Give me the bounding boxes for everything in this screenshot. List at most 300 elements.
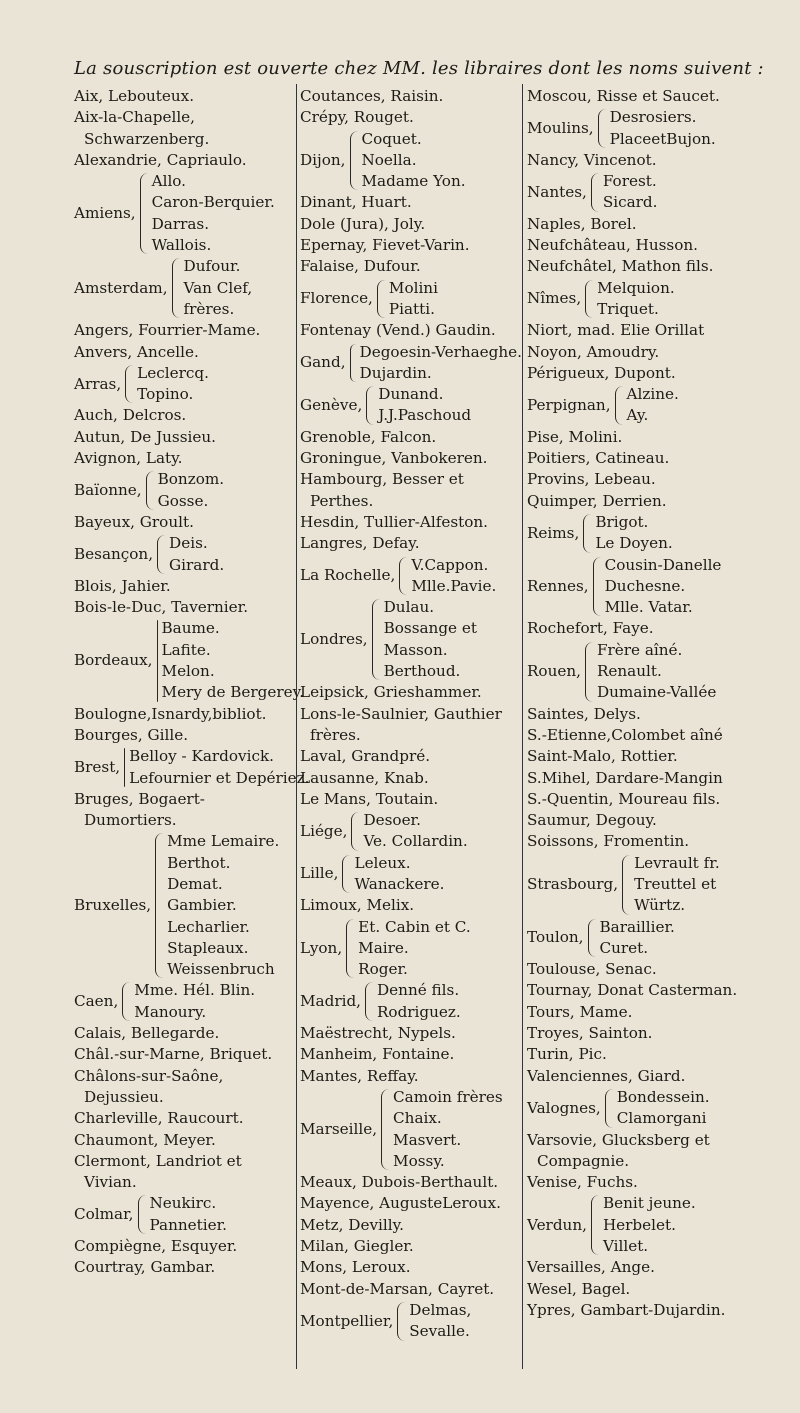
bookseller-names xyxy=(595,512,672,555)
bookseller-name: Baraillier. xyxy=(599,917,675,936)
bookseller-name: Gambier. xyxy=(167,896,237,915)
bookseller-name: Mme. Hél. Blin. xyxy=(134,981,256,1000)
bookseller-names xyxy=(617,1087,710,1130)
bookseller-entry-group xyxy=(527,384,772,427)
city-name: Lille, xyxy=(300,864,339,883)
bookseller-entry-group xyxy=(527,1193,772,1257)
bookseller-names xyxy=(152,171,275,256)
bookseller-entry-group xyxy=(527,853,772,917)
brace-mark xyxy=(381,1089,389,1170)
bookseller-entry-group xyxy=(300,980,522,1023)
bookseller-entry: Meaux, Dubois-Berthault. xyxy=(300,1173,499,1192)
city-name: Verdun, xyxy=(527,1215,587,1234)
bookseller-entry: Naples, Borel. xyxy=(527,214,637,233)
brace-mark xyxy=(588,919,596,958)
bookseller-entry: Aix, Lebouteux. xyxy=(74,87,195,105)
bookseller-name: Gosse. xyxy=(157,491,209,510)
bookseller-entry: Niort, mad. Elie Orillat xyxy=(527,321,705,340)
bookseller-name: Mlle. Vatar. xyxy=(604,598,693,617)
bookseller-name: Madame Yon. xyxy=(361,172,466,191)
bookseller-name: Bonzom. xyxy=(157,470,225,489)
bookseller-entry-group xyxy=(527,640,772,704)
bookseller-name: Duchesne. xyxy=(604,576,686,595)
bookseller-entry: Clermont, Landriot et Vivian. xyxy=(74,1151,242,1192)
city-name: La Rochelle, xyxy=(300,566,396,585)
bookseller-entry: Wesel, Bagel. xyxy=(527,1279,631,1298)
bookseller-entry: Bourges, Gille. xyxy=(74,725,189,744)
brace-mark xyxy=(593,557,601,617)
bookseller-name: Mery de Bergerey. xyxy=(161,683,305,702)
brace-mark xyxy=(591,173,599,212)
bookseller-name: Cousin-Danelle xyxy=(604,555,722,574)
bookseller-name: Dunand. xyxy=(378,385,444,404)
bookseller-names xyxy=(384,597,477,682)
bookseller-name: Ve. Collardin. xyxy=(363,832,468,851)
bookseller-name: frères. xyxy=(183,299,235,318)
bookseller-name: Le Doyen. xyxy=(595,534,673,553)
bookseller-entry: Milan, Giegler. xyxy=(300,1237,414,1256)
bookseller-name: Baume. xyxy=(161,619,220,638)
bookseller-entry-group xyxy=(74,533,296,576)
bookseller-entry: Manheim, Fontaine. xyxy=(300,1045,455,1064)
bookseller-entry: Nancy, Vincenot. xyxy=(527,150,657,169)
bookseller-entry: Charleville, Raucourt. xyxy=(74,1109,244,1128)
bookseller-entry-group xyxy=(300,1087,522,1172)
bookseller-entry: Avignon, Laty. xyxy=(74,449,183,468)
bookseller-entry: Versailles, Ange. xyxy=(527,1258,655,1277)
city-name: Londres, xyxy=(300,630,368,649)
brace-mark xyxy=(122,982,130,1021)
bookseller-entry-group xyxy=(74,618,305,703)
bookseller-name: Desrosiers. xyxy=(609,108,697,127)
bookseller-name: Caron-Berquier. xyxy=(151,193,275,212)
bookseller-column-3 xyxy=(527,86,772,1321)
bookseller-entry-group xyxy=(527,107,772,150)
bookseller-entry-group xyxy=(527,917,772,960)
brace-mark xyxy=(585,280,593,319)
bookseller-name: Brigot. xyxy=(595,512,649,531)
bookseller-entry: S.-Etienne,Colombet aîné xyxy=(527,725,723,744)
bookseller-name: Neukirc. xyxy=(149,1194,217,1213)
bookseller-name: Sicard. xyxy=(602,193,658,212)
bookseller-entry: Mons, Leroux. xyxy=(300,1258,411,1277)
bookseller-name: Demat. xyxy=(167,874,223,893)
bookseller-name: Lecharlier. xyxy=(167,917,250,936)
brace-mark xyxy=(146,471,154,510)
bookseller-entry: Calais, Bellegarde. xyxy=(74,1024,220,1043)
bookseller-entry: Courtray, Gambar. xyxy=(74,1258,216,1277)
bookseller-entry: Ypres, Gambart-Dujardin. xyxy=(527,1300,726,1319)
bookseller-entry-group xyxy=(300,384,522,427)
bookseller-names xyxy=(597,640,716,704)
bookseller-entry: Coutances, Raisin. xyxy=(300,87,444,105)
city-name: Valognes, xyxy=(527,1098,601,1117)
bookseller-name: Bondessein. xyxy=(616,1087,710,1106)
bookseller-names xyxy=(363,810,467,853)
bookseller-entry-group xyxy=(74,469,296,512)
bookseller-entry: Tours, Mame. xyxy=(527,1002,633,1021)
bookseller-entry: S.Mihel, Dardare-Mangin xyxy=(527,768,723,787)
bookseller-name: Berthot. xyxy=(167,853,231,872)
bookseller-entry-group xyxy=(74,746,310,789)
bookseller-name: Desoer. xyxy=(363,811,421,830)
bookseller-entry-group xyxy=(527,171,772,214)
bookseller-name: Denné fils. xyxy=(377,981,460,1000)
bookseller-entry: Mantes, Reffay. xyxy=(300,1066,419,1085)
bookseller-names xyxy=(162,618,305,703)
bookseller-entry: Langres, Defay. xyxy=(300,534,420,553)
bookseller-names xyxy=(134,980,255,1023)
bookseller-entry-group xyxy=(300,810,522,853)
bookseller-name: Degoesin-Verhaeghe. xyxy=(359,342,522,361)
bookseller-entry: Saintes, Delys. xyxy=(527,704,641,723)
bookseller-name: Molini xyxy=(388,278,438,297)
city-name: Madrid, xyxy=(300,992,361,1011)
bookseller-entry: Valenciennes, Giard. xyxy=(527,1066,686,1085)
bookseller-entry: Soissons, Fromentin. xyxy=(527,832,690,851)
bookseller-name: Dujardin. xyxy=(359,363,432,382)
bookseller-entry-group xyxy=(300,342,522,385)
city-name: Colmar, xyxy=(74,1205,134,1224)
bookseller-names xyxy=(362,129,466,193)
bookseller-name: Alzine. xyxy=(626,385,679,404)
bookseller-names xyxy=(378,384,471,427)
bookseller-entry-group xyxy=(300,129,522,193)
bookseller-entry: Dole (Jura), Joly. xyxy=(300,214,426,233)
brace-mark xyxy=(124,748,125,787)
bookseller-entry: Lausanne, Knab. xyxy=(300,768,429,787)
brace-mark xyxy=(591,1195,599,1255)
bookseller-names xyxy=(411,555,496,598)
bookseller-name: Renault. xyxy=(596,662,662,681)
bookseller-name: Deis. xyxy=(169,534,208,553)
bookseller-name: Forest. xyxy=(602,172,657,191)
bookseller-entry: Poitiers, Catineau. xyxy=(527,449,670,468)
bookseller-names xyxy=(597,278,675,321)
bookseller-entry: Tournay, Donat Casterman. xyxy=(527,981,738,1000)
city-name: Toulon, xyxy=(527,928,584,947)
bookseller-name: Frère aîné. xyxy=(596,640,683,659)
bookseller-name: Manoury. xyxy=(134,1002,207,1021)
bookseller-names xyxy=(600,917,675,960)
bookseller-name: Noella. xyxy=(361,150,417,169)
bookseller-name: Villet. xyxy=(602,1237,649,1256)
bookseller-name: Wanackere. xyxy=(354,874,445,893)
bookseller-name: Melon. xyxy=(161,662,215,681)
bookseller-name: Mme Lemaire. xyxy=(167,832,280,851)
bookseller-entry-group xyxy=(300,597,522,682)
bookseller-entry: Metz, Devilly. xyxy=(300,1215,405,1234)
bookseller-entry: S.-Quentin, Moureau fils. xyxy=(527,789,721,808)
city-name: Rouen, xyxy=(527,662,581,681)
city-name: Bordeaux, xyxy=(74,651,153,670)
bookseller-entry-group xyxy=(74,171,296,256)
bookseller-name: Sevalle. xyxy=(409,1322,470,1341)
bookseller-entry: Angers, Fourrier-Mame. xyxy=(74,321,261,340)
bookseller-names xyxy=(169,533,224,576)
bookseller-column-2 xyxy=(300,86,522,1343)
bookseller-name: Clamorgani xyxy=(616,1109,707,1128)
bookseller-entry: Alexandrie, Capriaulo. xyxy=(74,150,247,169)
brace-mark xyxy=(622,855,630,915)
brace-mark xyxy=(351,812,359,851)
bookseller-names xyxy=(129,746,309,789)
bookseller-entry: Saumur, Degouy. xyxy=(527,811,657,830)
city-name: Perpignan, xyxy=(527,395,611,414)
bookseller-names xyxy=(158,469,224,512)
bookseller-entry: Grenoble, Falcon. xyxy=(300,427,437,446)
bookseller-name: Dufour. xyxy=(183,257,241,276)
brace-mark xyxy=(598,109,606,148)
bookseller-name: Würtz. xyxy=(634,896,686,915)
bookseller-names xyxy=(137,363,209,406)
brace-mark xyxy=(350,344,356,383)
bookseller-entry-group xyxy=(74,980,296,1023)
bookseller-entry-group xyxy=(300,853,522,896)
bookseller-entry: Fontenay (Vend.) Gaudin. xyxy=(300,321,496,340)
city-name: Brest, xyxy=(74,757,121,776)
brace-mark xyxy=(157,535,165,574)
brace-mark xyxy=(140,173,148,254)
bookseller-name: Masvert. xyxy=(393,1130,462,1149)
bookseller-entry: Compiègne, Esquyer. xyxy=(74,1237,238,1256)
bookseller-entry: Le Mans, Toutain. xyxy=(300,789,439,808)
bookseller-entry: Mayence, AugusteLeroux. xyxy=(300,1194,501,1213)
bookseller-entry: Moscou, Risse et Saucet. xyxy=(527,87,720,105)
city-name: Gand, xyxy=(300,353,346,372)
bookseller-names xyxy=(360,342,522,385)
bookseller-entry: Mont-de-Marsan, Cayret. xyxy=(300,1279,495,1298)
bookseller-name: V.Cappon. xyxy=(411,555,489,574)
bookseller-name: Mossy. xyxy=(393,1151,445,1170)
bookseller-name: Maire. xyxy=(358,938,409,957)
bookseller-names xyxy=(627,384,679,427)
bookseller-entry: Neufchâtel, Mathon fils. xyxy=(527,257,714,276)
bookseller-entry: Noyon, Amoudry. xyxy=(527,342,660,361)
city-name: Strasbourg, xyxy=(527,874,619,893)
bookseller-entry: Maëstrecht, Nypels. xyxy=(300,1024,456,1043)
bookseller-name: Melquion. xyxy=(597,278,675,297)
city-name: Nantes, xyxy=(527,182,587,201)
city-name: Bruxelles, xyxy=(74,896,152,915)
bookseller-entry: Neufchâteau, Husson. xyxy=(527,236,698,255)
bookseller-entry: Venise, Fuchs. xyxy=(527,1173,638,1192)
bookseller-entry: Rochefort, Faye. xyxy=(527,619,654,638)
bookseller-entry: Saint-Malo, Rottier. xyxy=(527,747,678,766)
bookseller-entry-group xyxy=(300,278,522,321)
city-name: Dijon, xyxy=(300,150,346,169)
bookseller-entry-group xyxy=(527,278,772,321)
bookseller-names xyxy=(610,107,716,150)
bookseller-entry-group xyxy=(527,555,772,619)
bookseller-name: Curet. xyxy=(599,938,649,957)
bookseller-entry: Limoux, Melix. xyxy=(300,896,415,915)
bookseller-entry-group xyxy=(300,1300,522,1343)
bookseller-entry: Varsovie, Glucksberg et Compagnie. xyxy=(527,1130,710,1170)
bookseller-names xyxy=(358,917,471,981)
city-name: Amiens, xyxy=(74,204,136,223)
bookseller-entry: Auch, Delcros. xyxy=(74,406,187,425)
bookseller-entry-group xyxy=(74,1193,296,1236)
bookseller-entry-group xyxy=(527,1087,772,1130)
column-rule-1 xyxy=(296,84,297,1369)
bookseller-entry: Châlons-sur-Saône, Dejussieu. xyxy=(74,1066,224,1106)
bookseller-name: Roger. xyxy=(358,960,408,979)
city-name: Florence, xyxy=(300,289,373,308)
city-name: Lyon, xyxy=(300,938,343,957)
bookseller-entry: Bayeux, Groult. xyxy=(74,512,194,531)
bookseller-entry: Quimper, Derrien. xyxy=(527,491,667,510)
bookseller-name: Wallois. xyxy=(151,236,212,255)
city-name: Besançon, xyxy=(74,544,154,563)
brace-mark xyxy=(172,258,180,318)
brace-mark xyxy=(365,982,373,1021)
bookseller-name: Levrault fr. xyxy=(634,853,720,872)
bookseller-names xyxy=(354,853,444,896)
city-name: Rennes, xyxy=(527,576,589,595)
bookseller-entry: Turin, Pic. xyxy=(527,1045,607,1064)
bookseller-name: Ay. xyxy=(626,406,649,425)
city-name: Baïonne, xyxy=(74,480,142,499)
brace-mark xyxy=(342,855,350,894)
bookseller-entry: Dinant, Huart. xyxy=(300,193,412,212)
bookseller-names xyxy=(603,1193,696,1257)
bookseller-entry-group xyxy=(74,831,296,980)
city-name: Amsterdam, xyxy=(74,278,168,297)
bookseller-entry: Hesdin, Tullier-Alfeston. xyxy=(300,512,488,531)
bookseller-name: Dumaine-Vallée xyxy=(596,683,717,702)
bookseller-entry: Hambourg, Besser et Perthes. xyxy=(300,470,464,510)
bookseller-names xyxy=(605,555,722,619)
city-name: Liége, xyxy=(300,821,348,840)
bookseller-names xyxy=(150,1193,228,1236)
brace-mark xyxy=(366,386,374,425)
bookseller-entry: Leipsick, Grieshammer. xyxy=(300,683,482,702)
bookseller-name: Piatti. xyxy=(388,299,435,318)
bookseller-name: Leclercq. xyxy=(137,363,209,382)
bookseller-name: J.J.Paschoud xyxy=(378,406,472,425)
bookseller-name: Masson. xyxy=(383,640,448,659)
bookseller-name: Treuttel et xyxy=(634,874,717,893)
bookseller-names xyxy=(409,1300,471,1343)
bookseller-name: Van Clef, xyxy=(183,278,253,297)
bookseller-name: Belloy - Kardovick. xyxy=(129,747,275,766)
brace-mark xyxy=(583,514,591,553)
brace-mark xyxy=(372,599,380,680)
bookseller-names xyxy=(393,1087,503,1172)
bookseller-entry: Aix-la-Chapelle, Schwarzenberg. xyxy=(74,108,210,148)
bookseller-entry: Pise, Molini. xyxy=(527,427,623,446)
bookseller-names xyxy=(377,980,461,1023)
city-name: Nîmes, xyxy=(527,289,582,308)
bookseller-entry-group xyxy=(300,917,522,981)
bookseller-name: Topino. xyxy=(137,385,194,404)
bookseller-entry-group xyxy=(74,256,296,320)
bookseller-entry: Provins, Lebeau. xyxy=(527,470,656,489)
bookseller-name: Mlle.Pavie. xyxy=(411,576,497,595)
brace-mark xyxy=(399,557,407,596)
bookseller-names xyxy=(603,171,658,214)
bookseller-names xyxy=(184,256,253,320)
bookseller-name: PlaceetBujon. xyxy=(609,129,716,148)
bookseller-entry: Lons-le-Saulnier, Gauthier frères. xyxy=(300,704,502,744)
bookseller-entry: Bois-le-Duc, Tavernier. xyxy=(74,598,249,617)
bookseller-entry: Chaumont, Meyer. xyxy=(74,1130,216,1149)
brace-mark xyxy=(155,833,163,978)
bookseller-entry: Anvers, Ancelle. xyxy=(74,342,199,361)
bookseller-name: Girard. xyxy=(169,555,225,574)
bookseller-name: Stapleaux. xyxy=(167,938,249,957)
bookseller-name: Benit jeune. xyxy=(602,1194,696,1213)
bookseller-name: Herbelet. xyxy=(602,1215,676,1234)
city-name: Marseille, xyxy=(300,1119,378,1138)
bookseller-entry: Bruges, Bogaert-Dumortiers. xyxy=(74,789,205,830)
bookseller-names xyxy=(634,853,720,917)
bookseller-column-1 xyxy=(74,86,310,1279)
bookseller-entry-group xyxy=(74,363,296,406)
city-name: Arras, xyxy=(74,374,122,393)
bookseller-name: Coquet. xyxy=(361,129,422,148)
brace-mark xyxy=(157,620,158,701)
bookseller-entry-group xyxy=(300,555,522,598)
bookseller-name: Darras. xyxy=(151,214,210,233)
city-name: Moulins, xyxy=(527,118,594,137)
bookseller-name: Delmas, xyxy=(409,1300,472,1319)
bookseller-entry: Autun, De Jussieu. xyxy=(74,427,216,446)
bookseller-entry: Crépy, Rouget. xyxy=(300,108,414,127)
bookseller-name: Camoin frères xyxy=(393,1087,503,1106)
bookseller-entry: Groningue, Vanbokeren. xyxy=(300,449,488,468)
bookseller-names xyxy=(389,278,438,321)
brace-mark xyxy=(350,131,358,191)
bookseller-name: Triquet. xyxy=(597,299,659,318)
bookseller-name: Lefournier et Depériez. xyxy=(129,768,310,787)
city-name: Caen, xyxy=(74,992,119,1011)
bookseller-entry: Toulouse, Senac. xyxy=(527,960,657,979)
bookseller-name: Dulau. xyxy=(383,598,435,617)
brace-mark xyxy=(615,386,623,425)
bookseller-entry: Boulogne,Isnardy,bibliot. xyxy=(74,704,267,723)
bookseller-entry: Châl.-sur-Marne, Briquet. xyxy=(74,1045,273,1064)
bookseller-name: Chaix. xyxy=(393,1109,442,1128)
brace-mark xyxy=(346,919,354,979)
brace-mark xyxy=(138,1195,146,1234)
bookseller-name: Allo. xyxy=(151,172,187,191)
bookseller-name: Lafite. xyxy=(161,640,211,659)
bookseller-entry-group xyxy=(527,512,772,555)
city-name: Reims, xyxy=(527,523,580,542)
bookseller-entry: Falaise, Dufour. xyxy=(300,257,421,276)
city-name: Genève, xyxy=(300,395,363,414)
bookseller-name: Pannetier. xyxy=(149,1215,228,1234)
bookseller-entry: Laval, Grandpré. xyxy=(300,747,431,766)
bookseller-name: Rodriguez. xyxy=(377,1002,461,1021)
bookseller-entry: Blois, Jahier. xyxy=(74,576,171,595)
bookseller-entry: Troyes, Sainton. xyxy=(527,1024,653,1043)
page-header: La souscription est ouverte chez MM. les libraires dont les noms suivent : xyxy=(74,58,764,79)
bookseller-entry: Epernay, Fievet-Varin. xyxy=(300,236,470,255)
bookseller-name: Leleux. xyxy=(354,853,411,872)
brace-mark xyxy=(605,1089,613,1128)
brace-mark xyxy=(377,280,385,319)
bookseller-names xyxy=(167,831,279,980)
brace-mark xyxy=(585,642,593,702)
bookseller-name: Weissenbruch xyxy=(167,960,275,979)
city-name: Montpellier, xyxy=(300,1311,394,1330)
bookseller-entry: Périgueux, Dupont. xyxy=(527,363,676,382)
bookseller-name: Bossange et xyxy=(383,619,477,638)
brace-mark xyxy=(397,1302,405,1341)
